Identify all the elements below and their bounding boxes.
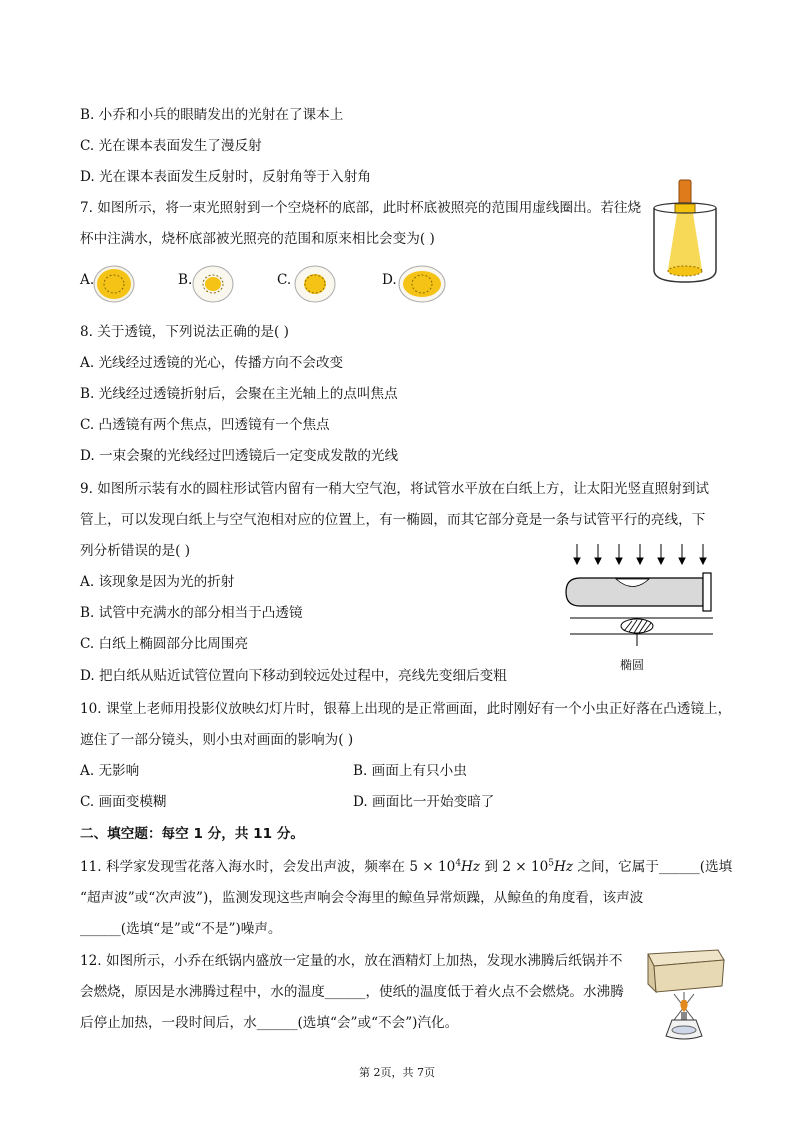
q11-text-pre: 11. 科学家发现雪花落入海水时，会发出声波，频率在 5 × 10 (80, 859, 456, 875)
q11-text-mid: 到 2 × 10 (480, 859, 549, 875)
section-2-heading: 二、填空题：每空 1 分，共 11 分。 (80, 826, 305, 842)
q8-option-d: D. 一束会聚的光线经过凹透镜后一定变成发散的光线 (80, 448, 399, 464)
q7-option-a-label: A. (80, 272, 95, 288)
q6-option-d: D. 光在课本表面发生反射时，反射角等于入射角 (80, 169, 371, 185)
q10-option-c: C. 画面变模糊 (80, 794, 167, 810)
q7-beaker-figure (646, 178, 726, 288)
q11-stem-line1 (80, 855, 732, 875)
q7-stem-line1: 7. 如图所示，将一束光照射到一个空烧杯的底部，此时杯底被照亮的范围用虚线圈出。若往烧 (80, 200, 642, 216)
q8-option-a: A. 光线经过透镜的光心，传播方向不会改变 (80, 355, 344, 371)
q9-option-a: A. 该现象是因为光的折射 (80, 574, 235, 590)
q7-option-c-disc-figure (293, 264, 337, 304)
q10-option-d: D. 画面比一开始变暗了 (353, 794, 495, 810)
q12-stem-line1: 12. 如图所示，小乔在纸锅内盛放一定量的水，放在酒精灯上加热，发现水沸腾后纸锅并不 (80, 953, 623, 969)
q10-option-a: A. 无影响 (80, 763, 140, 779)
q12-stem-line2: 会燃烧，原因是水沸腾过程中，水的温度______，使纸的温度低于着火点不会燃烧。水沸腾 (80, 984, 624, 1000)
q7-option-a-disc-figure (92, 264, 136, 304)
q11-text-post: 之间，它属于______(选填 (573, 859, 733, 875)
q7-option-b-label: B. (178, 272, 193, 288)
page-footer: 第 2页，共 7页 (359, 1066, 435, 1079)
q8-option-b: B. 光线经过透镜折射后，会聚在主光轴上的点叫焦点 (80, 386, 398, 402)
q9-figure-label: 椭圆 (620, 658, 645, 672)
q9-option-d: D. 把白纸从贴近试管位置向下移动到较远处过程中，亮线先变细后变粗 (80, 668, 507, 684)
q9-option-c: C. 白纸上椭圆部分比周围亮 (80, 636, 249, 652)
q9-stem-line3: 列分析错误的是( ) (80, 543, 191, 559)
q10-stem-line2: 遮住了一部分镜头，则小虫对画面的影响为( ) (80, 732, 354, 748)
q12-paper-pot-figure (638, 940, 730, 1044)
q11-unit-2: Hz (554, 859, 574, 875)
q11-exponent-1: 4 (455, 858, 462, 869)
q11-stem-line3: ______(选填“是”或“不是”)噪声。 (80, 921, 282, 937)
q8-option-c: C. 凸透镜有两个焦点，凹透镜有一个焦点 (80, 417, 330, 433)
q11-stem-line2: “超声波”或“次声波”)，监测发现这些声响会令海里的鲸鱼异常烦躁，从鲸鱼的角度看，该声波 (80, 890, 644, 906)
q9-option-b: B. 试管中充满水的部分相当于凸透镜 (80, 605, 303, 621)
q8-stem: 8. 关于透镜，下列说法正确的是( ) (80, 324, 289, 340)
q6-option-b: B. 小乔和小兵的眼睛发出的光射在了课本上 (80, 107, 344, 123)
q7-option-c-label: C. (277, 272, 292, 288)
q10-stem-line1: 10. 课堂上老师用投影仪放映幻灯片时，银幕上出现的是正常画面，此时刚好有一个小虫正好落在凸透镜上， (80, 701, 732, 717)
q9-stem-line1: 9. 如图所示装有水的圆柱形试管内留有一稍大空气泡，将试管水平放在白纸上方，让太阳光竖直照射到试 (80, 481, 710, 497)
q11-unit-1: Hz (461, 859, 481, 875)
q9-stem-line2: 管上，可以发现白纸上与空气泡相对应的位置上，有一椭圆，而其它部分竟是一条与试管平行的亮线，下 (80, 512, 706, 528)
q12-stem-line3: 后停止加热，一段时间后，水______(选填“会”或“不会”)汽化。 (80, 1015, 459, 1031)
q7-option-b-disc-figure (191, 264, 235, 304)
q11-exponent-2: 5 (548, 858, 555, 869)
q7-option-d-label: D. (382, 272, 397, 288)
q7-option-d-disc-figure (397, 264, 447, 304)
q7-stem-line2: 杯中注满水，烧杯底部被光照亮的范围和原来相比会变为( ) (80, 231, 435, 247)
q10-option-b: B. 画面上有只小虫 (353, 763, 467, 779)
q6-option-c: C. 光在课本表面发生了漫反射 (80, 138, 262, 154)
